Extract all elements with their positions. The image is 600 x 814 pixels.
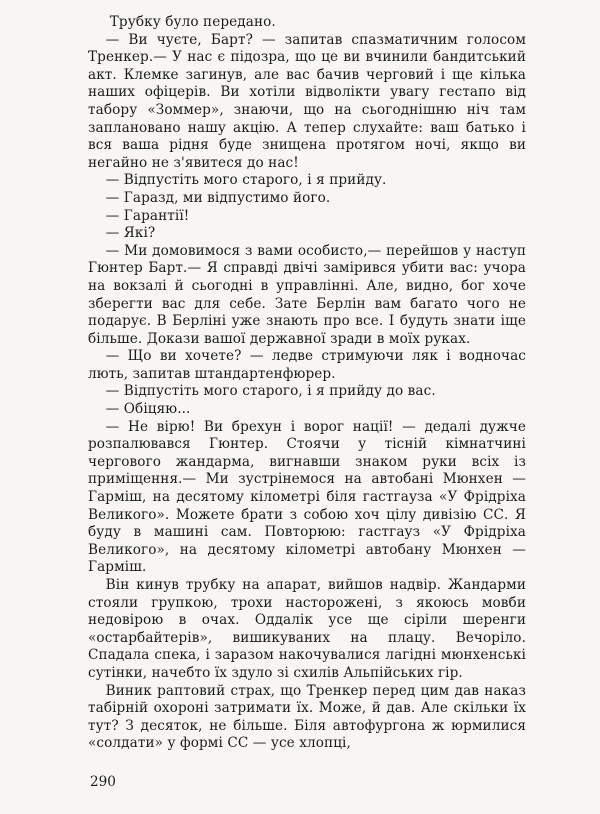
paragraph: — Ви чуєте, Барт? — запитав спазматичним голосом Тренкер.— У нас є підозра, що це ви вчинили бандитський акт. Клемке загинув, але вас бачив черговий і ще кілька наших офіцерів. Ви хотіли відволікти увагу гестапо від табору «Зоммер», знаючи, що на сьогоднішню ніч там заплановано нашу акцію. А тепер слухайте: ваш батько і вся ваша рідня буде знищена протягом ночі, якщо ви негайно не з'явитеся до нас! [88, 31, 526, 171]
paragraph: Трубку було передано. [109, 14, 276, 30]
book-page [88, 14, 526, 753]
paragraph: — Що ви хочете? — ледве стримуючи ляк і водночас лють, запитав штандартенфюрер. [88, 348, 526, 382]
paragraph: — Відпустіть мого старого, і я прийду до вас. [105, 383, 436, 400]
paragraph: — Обіцяю... [105, 401, 191, 418]
paragraph: — Гаразд, ми відпустимо його. [105, 189, 331, 206]
page-number: 290 [90, 774, 116, 790]
paragraph: — Гарантії! [105, 207, 190, 224]
paragraph: — Не вірю! Ви брехун і ворог нації! — дедалі дужче розпалювався Гюнтер. Стоячи у тісній кімнатчині чергового жандарма, вигнавши знаком руки всіх із приміщення.— Ми зустрінемося на автобані Мюнхен — Гарміш, на десятому кілометрі біля гастгауза «У Фрідріха Великого». Можете брати з собою хоч цілу дивізію СС. Я буду в машині сам. Повторюю: гастгауз «У Фрідріха Великого», на десятому кілометрі автобану Мюнхен — Гарміш. [88, 418, 526, 576]
paragraph: — Ми домовимося з вами особисто,— перейшов у наступ Гюнтер Барт.— Я справді двічі замірився убити вас: учора на вокзалі й сьогодні в управлінні. Але, видно, бог хоче зберегти вас для себе. Зате Берлін вам багато чого не подарує. В Берліні уже знають про все. І будуть знати іще більше. Докази вашої державної зради в моїх руках. [88, 242, 526, 347]
paragraph: — Відпустіть мого старого, і я прийду. [105, 172, 387, 189]
paragraph: Він кинув трубку на апарат, вийшов надвір. Жандарми стояли групкою, трохи насторожені, з якоюсь мовби недовірою в очах. Оддалік усе ще сіріли шеренги «остарбайтерів», вишикуваних на плацу. Вечоріло. Спадала спека, і заразом накочувалися лагідні мюнхенські сутінки, начебто їх здуло зі схилів Альпійських гір. [88, 577, 526, 681]
paragraph: Виник раптовий страх, що Тренкер перед цим дав наказ табірній охороні затримати їх. Може, й дав. Але скільки їх тут? З десяток, не більше. Біля автофургона ж юрмилися «солдати» у формі СС — усе хлопці, [88, 682, 526, 752]
paragraph: — Які? [105, 225, 156, 242]
